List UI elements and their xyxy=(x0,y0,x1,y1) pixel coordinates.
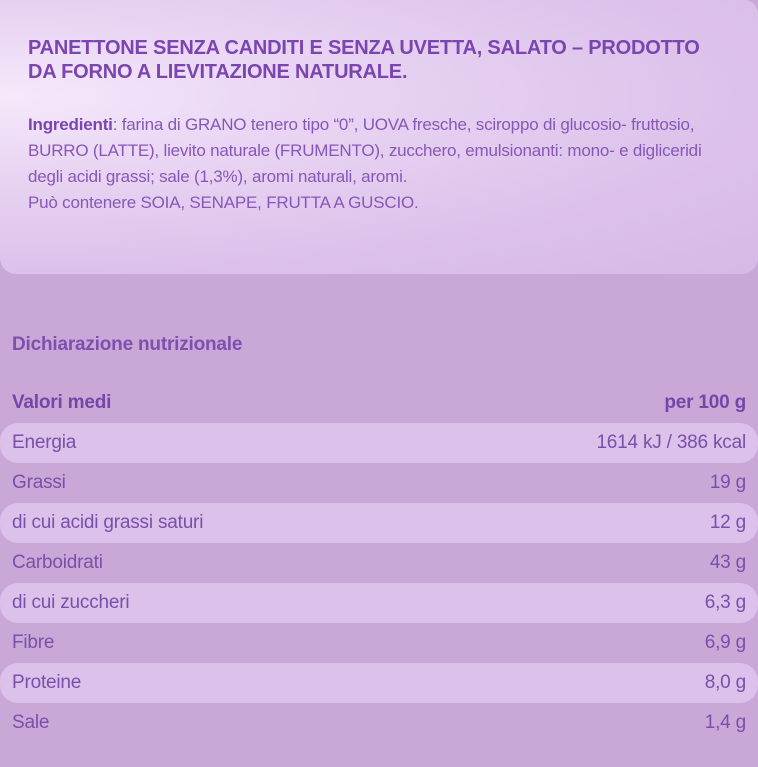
nutrition-row-fibre xyxy=(0,623,758,663)
ingredients-text: : farina di GRANO tenero tipo “0”, UOVA fresche, sciroppo di glucosio- fruttosio, BURRO (LATTE), lievito naturale (FRUMENTO), zucchero, emulsionanti: mono- e digliceridi degli acidi grassi; sale (1,3%), aromi naturali, aromi. xyxy=(28,115,702,186)
nutrition-row-saturi xyxy=(0,503,758,543)
nutrition-table xyxy=(0,383,758,743)
nutrition-heading: Dichiarazione nutrizionale xyxy=(12,334,243,355)
row-value: 1614 kJ / 386 kcal xyxy=(596,432,746,453)
product-info-card xyxy=(0,0,758,274)
nutrition-row-grassi xyxy=(0,463,758,503)
row-label: Proteine xyxy=(12,672,82,693)
row-label: Carboidrati xyxy=(12,552,103,573)
nutrition-row-proteine xyxy=(0,663,758,703)
row-label: di cui zuccheri xyxy=(12,592,130,613)
nutrition-table-header xyxy=(0,383,758,423)
row-label: Energia xyxy=(12,432,77,453)
product-title: PANETTONE SENZA CANDITI E SENZA UVETTA, SALATO – PRODOTTO DA FORNO A LIEVITAZIONE NATURALE. xyxy=(28,37,700,83)
nutrition-row-sale xyxy=(0,703,758,743)
row-value: 43 g xyxy=(709,552,746,573)
row-label: Fibre xyxy=(12,632,55,653)
row-value: 6,3 g xyxy=(704,592,746,613)
ingredients-paragraph xyxy=(28,112,718,190)
row-value: 1,4 g xyxy=(704,712,746,733)
nutrition-row-carboidrati xyxy=(0,543,758,583)
nutrition-row-zuccheri xyxy=(0,583,758,623)
row-label: di cui acidi grassi saturi xyxy=(12,512,204,533)
row-value: 8,0 g xyxy=(704,672,746,693)
allergens-note: Può contenere SOIA, SENAPE, FRUTTA A GUSCIO. xyxy=(28,193,419,212)
header-value: per 100 g xyxy=(664,392,746,413)
row-label: Grassi xyxy=(12,472,66,493)
ingredients-label: Ingredienti xyxy=(28,115,113,134)
row-value: 6,9 g xyxy=(704,632,746,653)
row-label: Sale xyxy=(12,712,50,733)
nutrition-row-energia xyxy=(0,423,758,463)
header-label: Valori medi xyxy=(12,392,112,413)
row-value: 19 g xyxy=(709,472,746,493)
row-value: 12 g xyxy=(709,512,746,533)
